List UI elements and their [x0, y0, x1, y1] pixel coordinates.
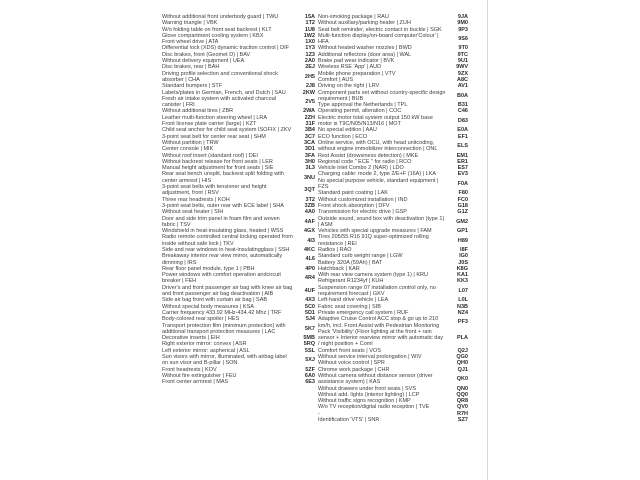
option-code: 9ZX: [457, 70, 468, 77]
option-description: Driving on the right | LRV: [318, 83, 380, 90]
option-description: Front center armrest | MAS: [162, 379, 229, 386]
option-row: [162, 354, 315, 367]
option-code: 9TC: [457, 51, 468, 58]
option-description: Rest Assist (drowsiness detection) | MKE: [318, 152, 419, 159]
option-code: 5D1: [304, 309, 315, 316]
option-code: 3CA: [303, 139, 315, 146]
option-code: PLA: [457, 335, 468, 342]
option-description: Radios | RAO: [318, 246, 352, 253]
option-code: FC0: [457, 196, 468, 203]
option-code: 2ZH: [304, 114, 315, 121]
option-code: R7H: [456, 410, 468, 417]
option-description: Non-smoking package | RAU: [318, 14, 389, 20]
option-code: 9WV: [456, 64, 468, 71]
option-code: 3H0: [304, 158, 315, 165]
option-description: Power windows with comfort operation andcircuit breaker | FEH: [162, 272, 281, 285]
option-code: G1Z: [457, 209, 468, 216]
option-description: Manual height adjustment for front seats | SIE: [162, 165, 274, 172]
option-description: Without customized installation | IND: [318, 196, 408, 203]
option-code: 3D1: [304, 146, 315, 153]
option-code: 1U8: [304, 26, 315, 33]
option-description: Glove compartment cooling system | KBX: [162, 32, 264, 39]
option-description: Standard paint coating | LAK: [318, 190, 388, 197]
option-code: PF3: [457, 319, 468, 326]
option-code: NZ4: [457, 309, 468, 316]
option-description: Driver's and front passenger air bag with knee air bag and front passenger air bag deactivation | AIB: [162, 284, 293, 298]
option-code: KK3: [456, 278, 468, 285]
option-description: Front headrests | KOV: [162, 366, 217, 373]
option-description: Pack 'Visibility' (Floor lighting at the front + rain sensor + Interior rearview mirror with automatic day / night position + Coml: [318, 328, 444, 348]
option-code: 2H5: [304, 73, 315, 80]
option-description: Three rear headrests | KOH: [162, 196, 230, 203]
option-row: [318, 178, 468, 191]
option-code: 3ZB: [304, 202, 315, 209]
option-description: Breakaway interior rear view mirror, automatically dimming | IRS: [162, 253, 283, 266]
option-description: Without additional front underbody guard | TWU: [162, 14, 279, 20]
option-code: 2A0: [304, 58, 315, 65]
option-description: Carrier frequency 433.92 MHz-434.42 Mhz | TRF: [162, 309, 282, 316]
option-description: Disc brakes, front (Geomet D) | BAV: [162, 51, 251, 58]
option-code: F80: [458, 190, 468, 197]
option-code: QR8: [456, 398, 468, 405]
option-description: Center console | MIK: [162, 146, 214, 153]
option-description: With rear view camera system (type 1) | KRU: [318, 272, 428, 279]
option-code: EM1: [456, 152, 468, 159]
option-code: 4R4: [304, 275, 315, 282]
option-description: Side and rear windows in heat-insulatingglass | SSH: [162, 246, 290, 253]
option-description: Battery 320A (59Ah) | BAT: [318, 259, 383, 266]
option-code: 9P3: [458, 26, 468, 33]
option-code: QQ0: [456, 391, 468, 398]
option-description: Transport protection film (minimum protection) with additional transport protection measures | LAC: [162, 322, 286, 335]
option-code: 3B4: [304, 127, 315, 134]
option-description: Body-colored rear spoiler | HES: [162, 316, 240, 323]
option-code: 4X3: [305, 297, 315, 304]
option-code: QG0: [456, 354, 468, 361]
option-code: 1T2: [305, 20, 315, 27]
option-description: Warning triangle | VBK: [162, 20, 218, 27]
option-description: W/o folding table on front seat backrest | KLT: [162, 26, 272, 33]
option-row: [162, 234, 315, 247]
option-code: 9U1: [457, 58, 468, 65]
option-description: Leather multi-function steering wheel | LRA: [162, 114, 268, 121]
option-code: 5RQ: [303, 341, 315, 348]
option-description: Mobile phone preparation | VTV: [318, 70, 396, 77]
option-description: Identification 'VTS' | SNR: [318, 417, 380, 423]
option-code: 2WA: [303, 108, 315, 115]
option-row: [318, 329, 468, 348]
option-code: 2V5: [305, 99, 315, 105]
option-description: Operating permit, alteration | COC: [318, 108, 402, 115]
option-code: K8G: [456, 265, 468, 272]
option-code: 1W2: [303, 32, 315, 39]
option-description: Sun visors with mirror, illuminated, with airbag label on sun visor and B-pillar | SON: [162, 354, 287, 367]
option-code: 5MB: [303, 335, 315, 342]
option-description: Adaptive Cruise Control ACC stop & go up to 210 km/h, incl. Front Assist with Pedestrian Monitoring: [318, 316, 440, 329]
option-code: B31: [457, 102, 468, 109]
options-column-left: [162, 14, 315, 386]
option-description: Standard bumpers | STF: [162, 83, 223, 90]
option-code: B0A: [456, 92, 468, 99]
option-description: Vehicles with special upgrade measures | FAM: [318, 228, 432, 235]
option-code: QN0: [456, 385, 468, 392]
option-description: Comfort front seats | VOS: [318, 347, 381, 354]
option-description: Disc brakes, rear | BAH: [162, 64, 220, 71]
option-code: 3QT: [304, 187, 315, 194]
option-description: Hatchback | KAR: [318, 265, 360, 272]
option-description: 3-point seat belts with tensioner and height adjustment, front | RSV: [162, 184, 267, 197]
option-code: H89: [457, 237, 468, 244]
option-code: 4I3: [307, 237, 315, 244]
option-row: [318, 216, 468, 229]
option-description: Standard curb weight range | LGW: [318, 253, 403, 260]
option-description: Vehicle inlet Combo 2 (NAR) | LDO: [318, 165, 404, 172]
option-description: Comfort | AUS: [318, 76, 354, 83]
option-code: I8F: [460, 246, 468, 253]
option-code: 31F: [305, 121, 315, 128]
option-description: Without camera without distance sensor (driver assistance system) | KAS: [318, 372, 433, 386]
option-code: 4P0: [305, 265, 315, 272]
option-row: [318, 140, 468, 153]
option-code: 4KC: [303, 246, 315, 253]
option-description: 3-point seat belt for center rear seat | SHM: [162, 133, 266, 140]
option-description: No special purpose vehicle, standard equipment | FZS: [318, 177, 439, 191]
option-code: 3C7: [304, 133, 315, 140]
option-code: QJ1: [457, 366, 468, 373]
option-code: 4UF: [304, 287, 315, 294]
option-description: Without seat heater | SIH: [162, 209, 224, 216]
option-code: 4GX: [303, 228, 315, 235]
option-code: 1Z3: [305, 51, 315, 58]
option-description: Left exterior mirror: aspherical | ASL: [162, 347, 250, 354]
option-description: Without auxiliary/parking heater | ZUH: [318, 20, 411, 27]
option-code: 5K7: [304, 325, 315, 332]
option-code: 3L3: [305, 165, 315, 172]
option-code: 2KW: [302, 89, 315, 96]
option-row: [318, 417, 468, 423]
option-code: N3B: [456, 303, 468, 310]
option-description: Fresh air intake system with activated charcoal canister | FRI: [162, 95, 277, 109]
option-row: [162, 171, 315, 184]
option-description: Refrigerant R1234yf | KUH: [318, 278, 384, 285]
option-description: Windshield in heat-insulating glass, heated | WSS: [162, 228, 284, 235]
option-code: EF1: [457, 133, 468, 140]
option-code: G18: [457, 202, 468, 209]
option-description: Left-hand drive vehicle | LEA: [318, 297, 389, 304]
option-description: W/o TV reception/digital radio reception | TVE: [318, 404, 430, 411]
option-code: IG0: [459, 253, 468, 260]
option-code: 5XJ: [305, 357, 315, 364]
option-row: [162, 285, 315, 298]
option-description: Without backrest release for front seats | LER: [162, 158, 273, 165]
option-row: [162, 216, 315, 229]
option-code: 9M0: [457, 20, 468, 27]
option-code: 3T2: [305, 196, 315, 203]
option-row: [318, 285, 468, 298]
option-description: Transmission for electric drive | GSP: [318, 209, 407, 216]
option-description: -: [318, 410, 320, 417]
option-code: AV1: [457, 83, 468, 90]
option-description: Side air bag front with curtain air bag | SAB: [162, 297, 268, 304]
option-code: ES7: [457, 165, 468, 172]
option-code: 9JA: [457, 14, 468, 20]
option-code: 1Y3: [305, 45, 315, 52]
option-description: Without service interval prolongation | WIV: [318, 354, 422, 361]
option-description: Differential lock (XDS) dynamic traction control | DIF: [162, 45, 289, 52]
option-code: 6E3: [305, 379, 315, 386]
option-code: C46: [457, 108, 468, 115]
option-code: QV0: [456, 404, 468, 411]
option-description: Seat belt reminder, electric contact in buckle | SGK: [318, 26, 442, 33]
option-description: Type approval the Netherlands | TPL: [318, 102, 408, 109]
option-row: [162, 272, 315, 285]
option-code: J0S: [458, 259, 468, 266]
option-description: Without fire extinguisher | FEU: [162, 372, 237, 379]
pane-divider: [487, 0, 488, 480]
option-description: Rear floor panel module, type 1 | PBH: [162, 265, 255, 272]
option-description: Radio remote controlled central locking operated from inside without safe lock | TKV: [162, 234, 293, 247]
option-description: Without add. lights (interior lighting) | LCP: [318, 391, 420, 398]
option-code: E0A: [457, 127, 468, 134]
option-code: GP1: [456, 228, 468, 235]
option-description: Private emergency call system | RUF: [318, 309, 409, 316]
option-description: Front license plate carrier (large) | KZT: [162, 121, 257, 128]
option-row: [162, 379, 315, 385]
option-code: 3NU: [303, 174, 315, 181]
option-code: 5SL: [304, 347, 315, 354]
option-code: 15A: [304, 14, 315, 20]
option-description: Chrome work package | CHR: [318, 366, 390, 373]
option-code: 2EJ: [305, 64, 315, 71]
option-description: Fabric seat covering | SIB: [318, 303, 381, 310]
option-description: Tires 205/55 R16 91Q super-optimized rolling resistance | REI: [318, 234, 429, 247]
option-row: [318, 115, 468, 128]
option-description: Without traffic signs recognition | KMP: [318, 398, 411, 405]
option-code: 9S6: [458, 36, 468, 43]
option-description: Suspension range 07 installation control only, no requirement forecast | GKV: [318, 284, 436, 298]
option-code: L0L: [458, 297, 468, 304]
option-description: Multi-function display/on-board computer'Colour' | HFA: [318, 32, 439, 46]
option-code: QH0: [456, 360, 468, 367]
option-row: [162, 184, 315, 197]
option-description: Without delivery equipment | UEA: [162, 58, 245, 65]
option-description: Brake pad wear indicator | BVK: [318, 58, 395, 65]
option-code: A8C: [456, 76, 468, 83]
option-row: [318, 373, 468, 386]
options-column-right: [318, 14, 468, 423]
option-description: Front wheel drive | ATA: [162, 39, 219, 46]
option-code: 5J4: [305, 316, 315, 323]
option-description: Charging cable: mode 2, type 2/E+F (16A) | LKA: [318, 171, 437, 178]
option-description: Electric motor total system output 150 kW base motor is T9C/N05/N13/N16 | MOT: [318, 114, 433, 128]
option-code: 9T0: [458, 45, 468, 52]
option-code: 6A0: [304, 372, 315, 379]
option-description: Online service, with OCU, with head unitcoding, without engine immobilizer interconnection | ONL: [318, 139, 438, 153]
option-code: 5ZF: [305, 366, 315, 373]
option-description: Driving profile selection and conventional shock absorber | CHA: [162, 70, 278, 83]
option-row: [162, 71, 315, 84]
option-description: ECO function | ECO: [318, 133, 368, 140]
option-description: Without special body measures | KSA: [162, 303, 254, 310]
option-row: [318, 33, 468, 46]
option-description: Regional code " ECE " for radio | RCO: [318, 158, 412, 165]
option-description: Without drawers under front seats | SVS: [318, 385, 417, 392]
option-description: Child seat anchor for child seat system ISOFIX | ZKV: [162, 127, 292, 134]
option-row: [162, 323, 315, 336]
option-code: 3FA: [304, 152, 315, 159]
option-description: Component parts set without country-specific design requirement | BUB: [318, 89, 446, 102]
option-description: Without partition | TRW: [162, 139, 219, 146]
option-description: Rear seat bench unsplit, backrest split folding with center armrest | HIS: [162, 171, 284, 184]
option-code: KA1: [456, 272, 468, 279]
option-description: No special edition | AAU: [318, 127, 377, 134]
option-description: Outside sound, sound box with deactivation (type 1) | ASM: [318, 215, 445, 228]
option-description: Front shock absorption | DFV: [318, 202, 390, 209]
option-description: Without additional tires | ZBR: [162, 108, 234, 115]
option-description: Additional reflectors (door area) | WAL: [318, 51, 412, 58]
option-row: [162, 253, 315, 266]
option-description: 3-point seat belts, outer rear with ECE label | SHA: [162, 202, 284, 209]
option-description: Decorative inserts | EIH: [162, 335, 220, 342]
option-row: [318, 316, 468, 329]
option-code: 4L6: [305, 256, 315, 263]
option-code: GM2: [456, 218, 468, 225]
option-row: [318, 234, 468, 247]
option-code: 4A0: [304, 209, 315, 216]
option-code: QK0: [456, 376, 468, 383]
option-code: 5C0: [304, 303, 315, 310]
option-code: L07: [458, 287, 468, 294]
option-description: Right exterior mirror: convex | ASR: [162, 341, 247, 348]
option-description: Without voice control | SPR: [318, 360, 385, 367]
option-code: D83: [457, 117, 468, 124]
option-code: F0A: [457, 180, 468, 187]
option-description: Without heated washer nozzles | BWD: [318, 45, 412, 52]
option-row: [162, 96, 315, 109]
option-code: 2J8: [305, 83, 315, 90]
option-code: SZ7: [457, 417, 468, 423]
option-code: ER1: [457, 158, 468, 165]
option-code: ELS: [457, 143, 468, 150]
option-description: Door and side trim panel in foam film and woven fabric | TSV: [162, 215, 280, 228]
option-code: Q2J: [457, 347, 468, 354]
option-description: Labels/plates in German, French, and Dutch | SAU: [162, 89, 286, 96]
option-code: EV3: [457, 171, 468, 178]
option-code: 1X0: [305, 39, 315, 46]
option-code: 4AF: [304, 218, 315, 225]
option-description: Wireless RSE 'App' | AUD: [318, 64, 382, 71]
option-description: Without roof insert (standard roof) | DEI: [162, 152, 258, 159]
option-row: [318, 90, 468, 103]
